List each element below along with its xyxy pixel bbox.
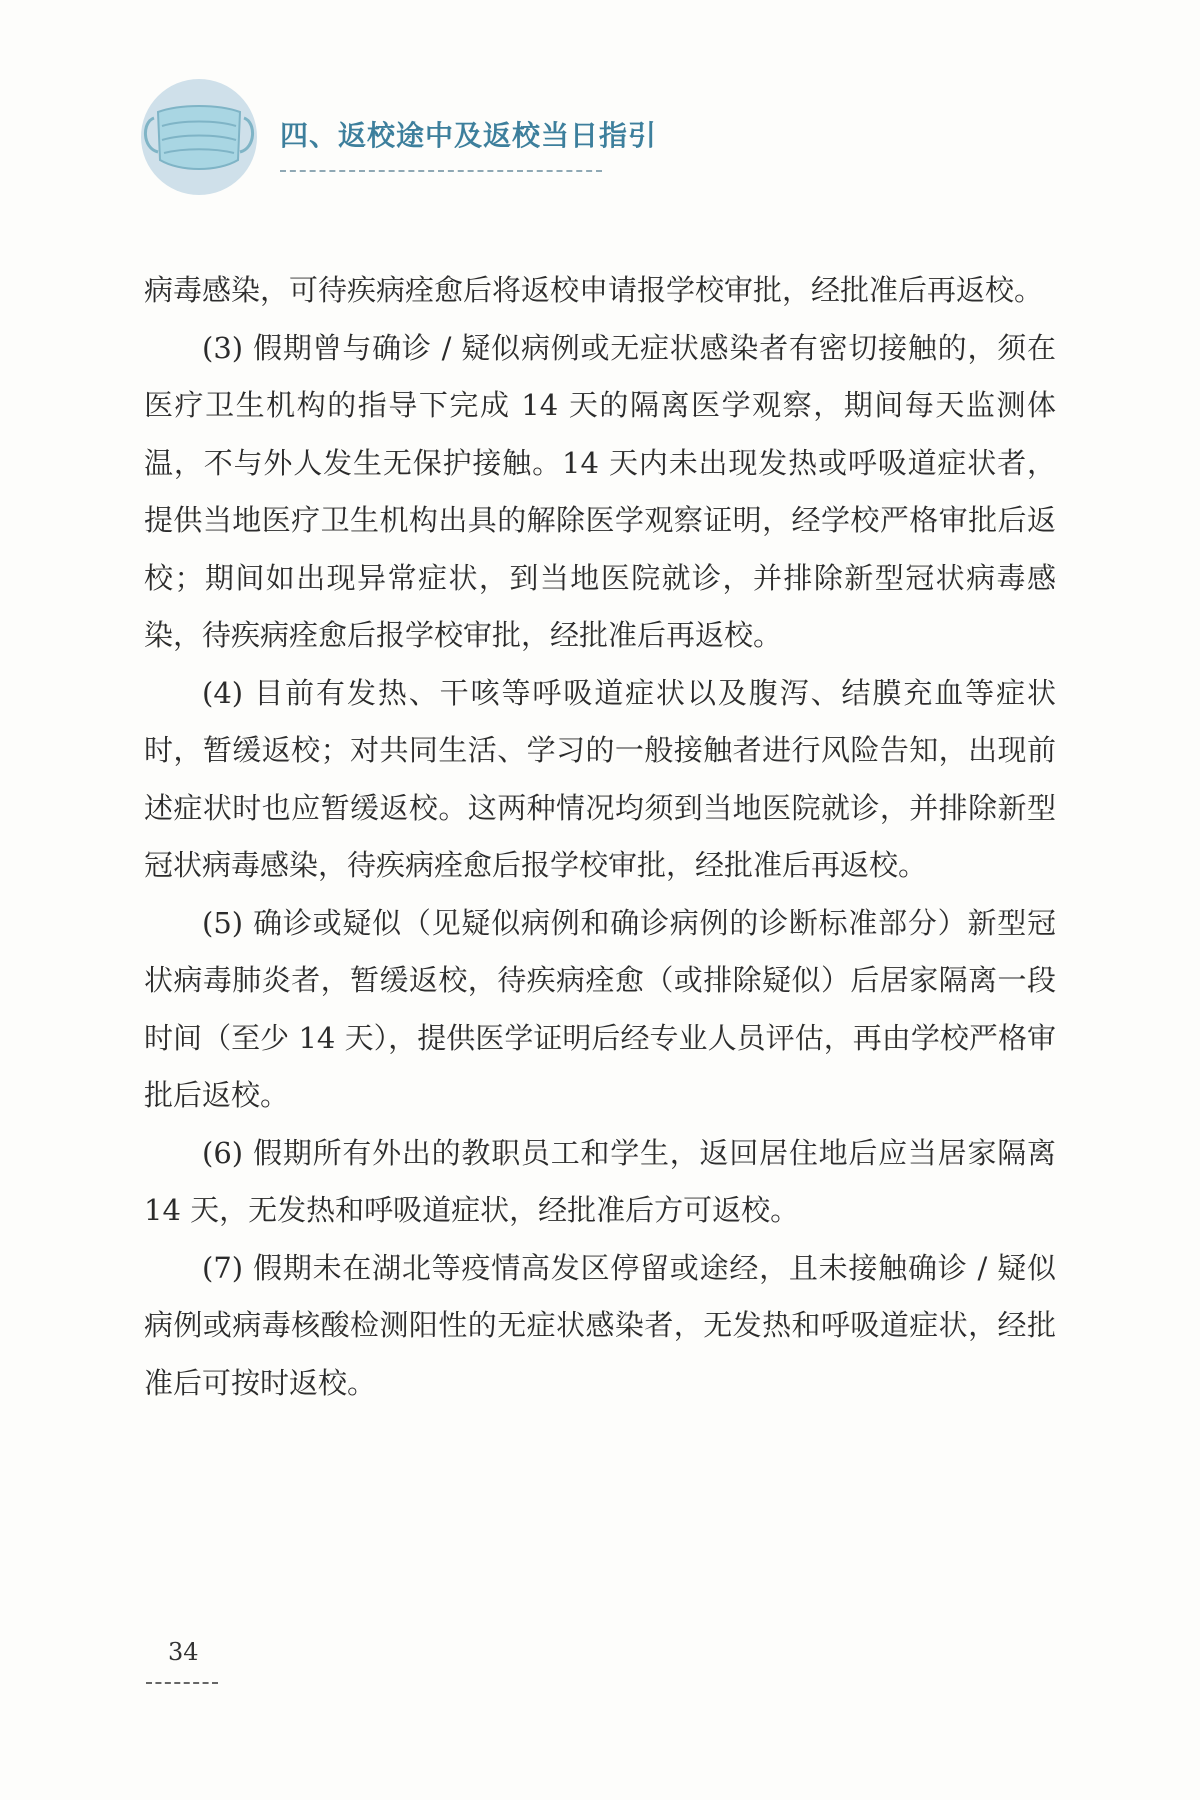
chapter-title: 四、返校途中及返校当日指引 — [280, 119, 658, 152]
paragraph-item-3: (3) 假期曾与确诊 / 疑似病例或无症状感染者有密切接触的，须在医疗卫生机构的指导下完成 14 天的隔离医学观察，期间每天监测体温，不与外人发生无保护接触。14 天内未出现发热或呼吸道症状者，提供当地医疗卫生机构出具的解除医学观察证明，经学校严格审批后返校；期间如出现异常症状，到当地医院就诊，并排除新型冠状病毒感染，待疾病痊愈后报学校审批，经批准后再返校。 — [144, 330, 1056, 652]
face-mask-icon — [140, 78, 258, 196]
title-dashed-underline — [280, 170, 602, 172]
paragraph-item-7: (7) 假期未在湖北等疫情高发区停留或途经，且未接触确诊 / 疑似病例或病毒核酸检测阳性的无症状感染者，无发热和呼吸道症状，经批准后可按时返校。 — [144, 1250, 1056, 1400]
paragraph-continuation: 病毒感染，可待疾病痊愈后将返校申请报学校审批，经批准后再返校。 — [144, 273, 1044, 307]
page-number-dashed-underline — [146, 1682, 218, 1684]
paragraph-item-4: (4) 目前有发热、干咳等呼吸道症状以及腹泻、结膜充血等症状时，暂缓返校；对共同生活、学习的一般接触者进行风险告知，出现前述症状时也应暂缓返校。这两种情况均须到当地医院就诊，并排除新型冠状病毒感染，待疾病痊愈后报学校审批，经批准后再返校。 — [144, 675, 1056, 882]
page-number: 34 — [168, 1638, 199, 1666]
body-text — [144, 262, 1056, 1412]
chapter-header — [140, 78, 660, 198]
paragraph-item-6: (6) 假期所有外出的教职员工和学生，返回居住地后应当居家隔离 14 天，无发热和呼吸道症状，经批准后方可返校。 — [144, 1135, 1056, 1227]
paragraph-item-5: (5) 确诊或疑似（见疑似病例和确诊病例的诊断标准部分）新型冠状病毒肺炎者，暂缓返校，待疾病痊愈（或排除疑似）后居家隔离一段时间（至少 14 天），提供医学证明后经专业人员评估，再由学校严格审批后返校。 — [144, 905, 1056, 1112]
